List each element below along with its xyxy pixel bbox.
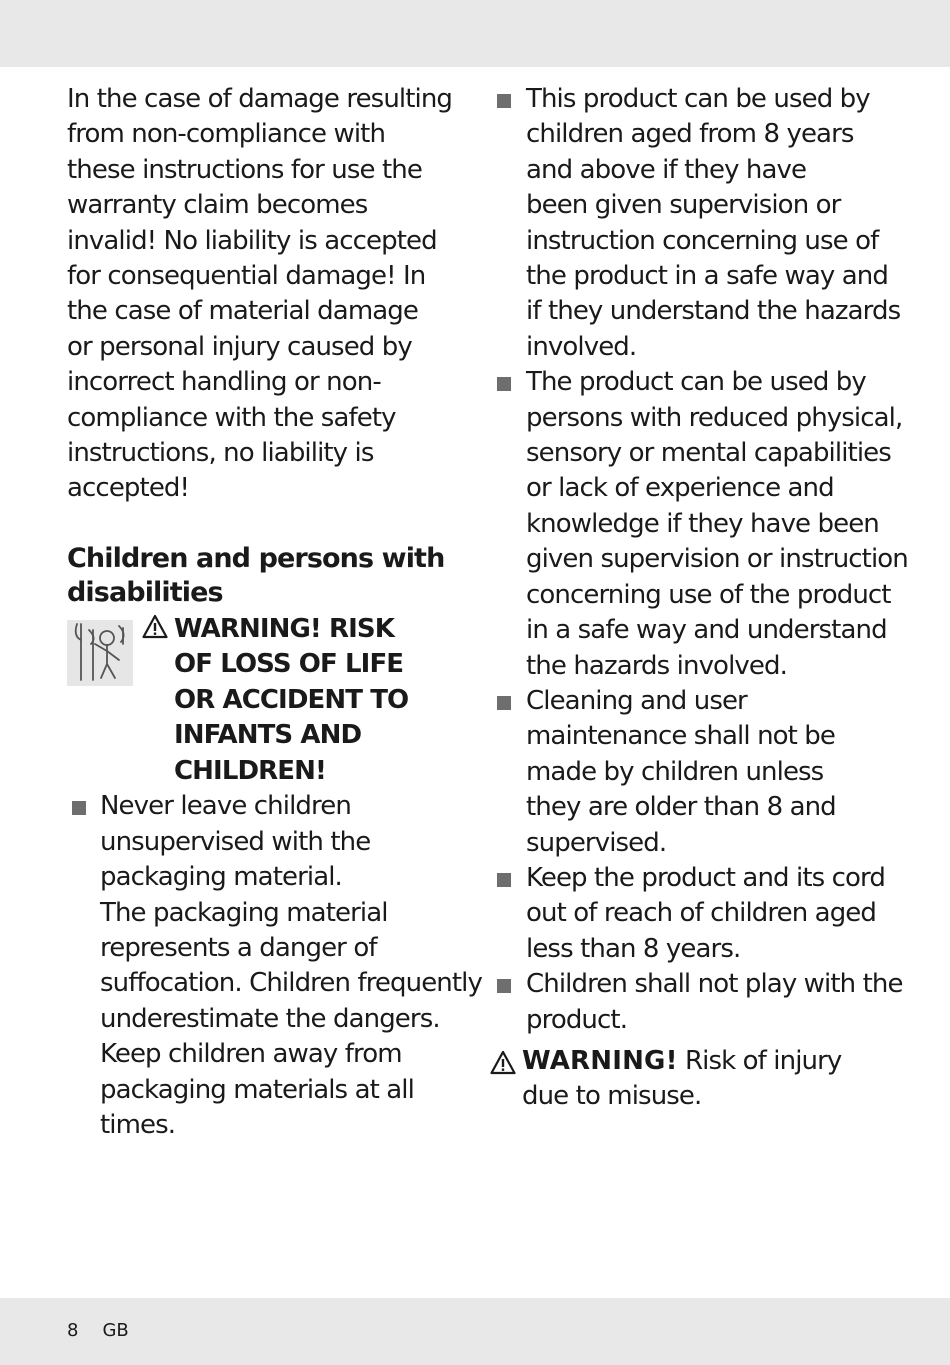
page-number: 8 <box>67 1320 79 1341</box>
text-line: supervised. <box>526 827 667 858</box>
text-line: the product in a safe way and <box>526 261 888 292</box>
text-line: underestimate the dangers. <box>100 1003 440 1034</box>
text-line: packaging material. <box>100 862 342 893</box>
text-line: concerning use of the product <box>526 579 891 610</box>
text-line: represents a danger of <box>100 933 377 963</box>
list-item <box>492 684 892 861</box>
text-line: invalid! No liability is accepted <box>67 225 437 256</box>
list-item <box>492 967 903 1038</box>
warning-line: due to misuse. <box>522 1081 702 1112</box>
warning-triangle-icon <box>142 614 168 640</box>
text-line: The packaging material <box>100 897 388 928</box>
text-line: given supervision or instruction <box>526 544 908 575</box>
intro-paragraph <box>67 82 467 507</box>
text-line: packaging materials at all <box>100 1074 414 1105</box>
page-footer <box>67 1320 153 1341</box>
text-line: accepted! <box>67 473 190 504</box>
heading-line: Children and persons with <box>67 542 445 574</box>
text-line: unsupervised with the <box>100 826 371 857</box>
warning-triangle-icon <box>490 1050 516 1076</box>
text-line: and above if they have <box>526 154 807 185</box>
text-line: This product can be used by <box>526 84 870 114</box>
warning-line: OF LOSS OF LIFE <box>174 649 404 680</box>
misuse-warning <box>492 1044 892 1115</box>
child-warning-block <box>67 612 467 790</box>
text-line: involved. <box>526 331 637 362</box>
text-line: Children shall not play with the <box>526 969 903 1000</box>
list-item <box>492 365 908 684</box>
language-code: GB <box>102 1320 129 1341</box>
text-line: Never leave children <box>100 791 351 822</box>
text-line: compliance with the safety <box>67 402 396 433</box>
left-column <box>67 82 482 1143</box>
list-item <box>492 82 901 365</box>
text-line: knowledge if they have been <box>526 508 879 539</box>
text-line: product. <box>526 1004 628 1035</box>
header-band <box>0 0 950 67</box>
text-line: in a safe way and understand <box>526 615 887 646</box>
warning-text <box>174 612 467 790</box>
text-line: suffocation. Children frequently <box>100 968 482 999</box>
text-line: from non-compliance with <box>67 119 386 150</box>
square-bullet-icon <box>497 94 511 108</box>
list-item <box>492 861 892 967</box>
text-line: sensory or mental capabilities <box>526 438 891 469</box>
child-safety-icon-graphic <box>67 620 133 686</box>
text-line: the case of material damage <box>67 296 418 327</box>
text-line: or lack of experience and <box>526 473 834 504</box>
square-bullet-icon <box>497 377 511 391</box>
text-line: Cleaning and user <box>526 685 747 716</box>
text-line: children aged from 8 years <box>526 119 854 150</box>
heading-line: disabilities <box>67 576 223 608</box>
right-column <box>492 82 908 1115</box>
text-line: or personal injury caused by <box>67 331 412 362</box>
text-line: less than 8 years. <box>526 933 741 964</box>
text-line: these instructions for use the <box>67 154 422 185</box>
text-line: times. <box>100 1110 176 1141</box>
warning-line: INFANTS AND <box>174 720 362 751</box>
child-safety-icon <box>67 620 133 686</box>
square-bullet-icon <box>72 801 86 815</box>
text-line: Keep the product and its cord <box>526 862 885 893</box>
warning-text: Risk of injury <box>677 1045 842 1076</box>
warning-line: OR ACCIDENT TO <box>174 684 409 715</box>
text-line: instruction concerning use of <box>526 225 879 256</box>
text-line: they are older than 8 and <box>526 792 836 823</box>
text-line: In the case of damage resulting <box>67 84 453 114</box>
text-line: Keep children away from <box>100 1039 402 1070</box>
list-item <box>67 789 482 1143</box>
section-heading <box>67 542 467 610</box>
text-line: warranty claim becomes <box>67 190 368 221</box>
text-line: The product can be used by <box>526 367 866 398</box>
text-line: been given supervision or <box>526 190 841 221</box>
text-line: incorrect handling or non- <box>67 367 381 398</box>
warning-label: WARNING! <box>522 1045 678 1076</box>
text-line: made by children unless <box>526 756 824 787</box>
warning-line: CHILDREN! <box>174 755 326 786</box>
square-bullet-icon <box>497 696 511 710</box>
text-line: for consequential damage! In <box>67 261 426 292</box>
text-line: if they understand the hazards <box>526 296 901 327</box>
text-line: instructions, no liability is <box>67 438 374 469</box>
square-bullet-icon <box>497 873 511 887</box>
warning-line <box>522 1044 892 1079</box>
warning-line: WARNING! RISK <box>174 613 394 644</box>
text-line: maintenance shall not be <box>526 721 836 752</box>
text-line: persons with reduced physical, <box>526 402 903 433</box>
text-line: out of reach of children aged <box>526 898 876 929</box>
square-bullet-icon <box>497 979 511 993</box>
text-line: the hazards involved. <box>526 650 787 681</box>
